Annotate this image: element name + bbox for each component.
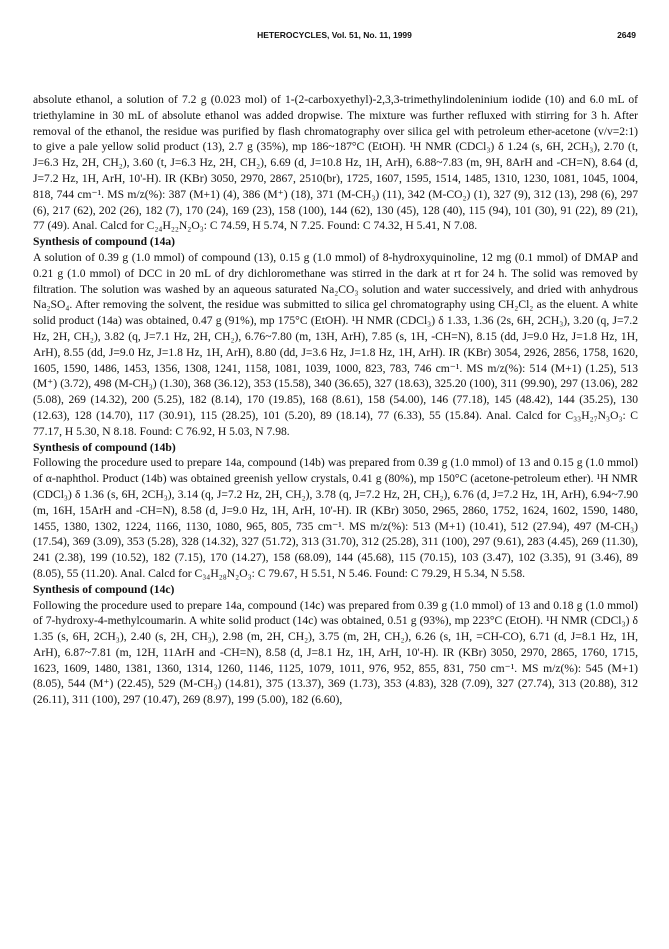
paragraph-compound-14a: A solution of 0.39 g (1.0 mmol) of compound (13), 0.15 g (1.0 mmol) of 8-hydroxyquinoline, 12 mg (0.1 mmol) of DMAP and 0.21 g (1.0 mmol) of DCC in 20 mL of dry dichloromethane was stirred in the dark at rt for 24 h. The solid was removed by filtration. The solution was washed by an aqueous saturated Na₂CO₃ solution and water successively, and dried with anhydrous Na₂SO₄. After removing the solvent, the residue was submitted to silica gel chromatography using CH₂Cl₂ as the eluent. A white solid product (14a) was obtained, 0.47 g (91%), mp 175°C (EtOH). ¹H NMR (CDCl₃) δ 1.33, 1.36 (2s, 6H, 2CH₃), 3.20 (q, J=7.2 Hz, 2H, CH₂), 3.82 (q, J=7.1 Hz, 2H, CH₂), 6.76~7.80 (m, 13H, ArH), 7.85 (s, 1H, -CH=N), 8.15 (dd, J=9.0 Hz, J=1.8 Hz, 1H, ArH), 8.55 (dd, J=9.0 Hz, J=1.8 Hz, 1H, ArH), 8.80 (dd, J=3.6 Hz, J=1.8 Hz, 1H, ArH). IR (KBr) 3054, 2926, 2856, 1758, 1620, 1605, 1590, 1486, 1453, 1356, 1308, 1241, 1158, 1081, 1039, 1000, 823, 783, 746 cm⁻¹. MS m/z(%): 514 (M+1) (1.25), 513 (M⁺) (3.72), 498 (M-CH₃) (1.30), 368 (36.12), 353 (15.58), 340 (36.65), 327 (18.63), 325.20 (100), 311 (99.90), 297 (13.06), 282 (5.08), 269 (14.32), 200 (5.25), 182 (8.14), 170 (19.85), 168 (8.61), 158 (54.00), 146 (77.18), 145 (48.42), 144 (35.25), 130 (12.63), 128 (14.70), 117 (30.91), 115 (28.25), 101 (5.20), 89 (18.14), 77 (6.33), 55 (15.84). Anal. Calcd for C₃₃H₂₇N₃O₃: C 77.17, H 5.30, N 8.18. Found: C 76.92, H 5.03, N 7.98.: [33, 250, 638, 438]
running-header: [33, 30, 636, 46]
heading-synthesis-14a: Synthesis of compound (14a): [33, 235, 176, 249]
paragraph-compound-14c: Following the procedure used to prepare 14a, compound (14c) was prepared from 0.39 g (1.0 mmol) of 13 and 0.18 g (1.0 mmol) of 7-hydroxy-4-methylcoumarin. A white solid product (14c) was obtained, 0.51 g (93%), mp 223°C (EtOH). ¹H NMR (CDCl₃) δ 1.35 (s, 6H, 2CH₃), 2.40 (s, 2H, CH₃), 2.98 (m, 2H, CH₂), 3.75 (m, 2H, CH₂), 6.26 (s, 1H, =CH-CO), 6.71 (d, J=8.1 Hz, 1H, ArH), 6.87~7.81 (m, 12H, 11ArH and -CH=N), 8.58 (d, J=8.1 Hz, 1H, ArH, 10'-H). IR (KBr) 3050, 2970, 2865, 1760, 1715, 1623, 1609, 1480, 1381, 1360, 1314, 1260, 1146, 1125, 1079, 1011, 976, 952, 855, 831, 750 cm⁻¹. MS m/z(%): 545 (M+1) (8.05), 544 (M⁺) (22.45), 529 (M-CH₃) (14.81), 375 (13.37), 369 (1.73), 353 (4.83), 328 (7.09), 327 (27.74), 313 (20.88), 312 (26.11), 311 (100), 297 (10.47), 269 (8.97), 199 (5.00), 182 (6.60),: [33, 598, 638, 707]
journal-citation: HETEROCYCLES, Vol. 51, No. 11, 1999: [257, 30, 412, 40]
paragraph-compound-13: absolute ethanol, a solution of 7.2 g (0.023 mol) of 1-(2-carboxyethyl)-2,3,3-trimethylindoleninium iodide (10) and 6.0 mL of triethylamine in 30 mL of absolute ethanol was added dropwise. The mixture was further refluxed with stirring for 3 h. After removal of the ethanol, the residue was purified by flash chromatography over silica gel with petroleum ether-acetone (v/v=2:1) to give a pale yellow solid product (13), 2.7 g (35%), mp 186~187°C (EtOH). ¹H NMR (CDCl₃) δ 1.24 (s, 6H, 2CH₃), 2.70 (t, J=6.3 Hz, 2H, CH₂), 3.60 (t, J=6.3 Hz, 2H, CH₂), 6.69 (d, J=10.8 Hz, 1H, ArH), 6.88~7.83 (m, 9H, 8ArH and -CH=N), 8.64 (d, J=7.2 Hz, 1H, ArH, 10'-H). IR (KBr) 3050, 2970, 2867, 2510(br), 1725, 1607, 1595, 1514, 1485, 1310, 1230, 1081, 1045, 1004, 818, 744 cm⁻¹. MS m/z(%): 387 (M+1) (4), 386 (M⁺) (18), 371 (M-CH₃) (11), 342 (M-CO₂) (1), 327 (9), 312 (13), 298 (6), 297 (6), 217 (62), 202 (26), 182 (7), 170 (24), 169 (23), 158 (100), 144 (62), 130 (45), 128 (40), 115 (94), 101 (30), 91 (22), 89 (21), 77 (49). Anal. Calcd for C₂₄H₂₂N₂O₃: C 74.59, H 5.74, N 7.25. Found: C 74.32, H 5.41, N 7.08.: [33, 93, 638, 233]
heading-synthesis-14c: Synthesis of compound (14c): [33, 582, 175, 596]
page-number: 2649: [617, 30, 636, 40]
heading-synthesis-14b: Synthesis of compound (14b): [33, 440, 176, 454]
paragraph-compound-14b: Following the procedure used to prepare 14a, compound (14b) was prepared from 0.39 g (1.0 mmol) of 13 and 0.15 g (1.0 mmol) of α-naphthol. Product (14b) was obtained greenish yellow crystals, 0.41 g (80%), mp 150°C (acetone-petroleum ether). ¹H NMR (CDCl₃) δ 1.36 (s, 6H, 2CH₃), 3.14 (q, J=7.2 Hz, 2H, CH₂), 3.78 (q, J=7.2 Hz, 2H, CH₂), 6.76 (d, J=7.2 Hz, 1H, ArH), 6.94~7.90 (m, 16H, 15ArH and -CH=N), 8.58 (d, J=9.0 Hz, 1H, ArH, 10'-H). IR (KBr) 3050, 2965, 2860, 1752, 1624, 1602, 1590, 1480, 1455, 1380, 1302, 1224, 1166, 1130, 1080, 965, 805, 735 cm⁻¹. MS m/z(%): 513 (M+1) (10.41), 512 (27.94), 497 (M-CH₃) (17.54), 369 (3.09), 353 (5.28), 328 (14.32), 327 (51.72), 313 (31.70), 312 (25.28), 311 (100), 297 (9.61), 283 (4.45), 269 (11.30), 241 (2.38), 199 (10.52), 182 (7.15), 170 (14.27), 158 (68.09), 144 (45.68), 115 (70.15), 103 (3.47), 102 (3.35), 91 (3.46), 89 (8.05), 55 (11.20). Anal. Calcd for C₃₄H₂₈N₂O₃: C 79.67, H 5.51, N 5.46. Found: C 79.29, H 5.34, N 5.58.: [33, 456, 638, 580]
article-body: [33, 92, 638, 708]
